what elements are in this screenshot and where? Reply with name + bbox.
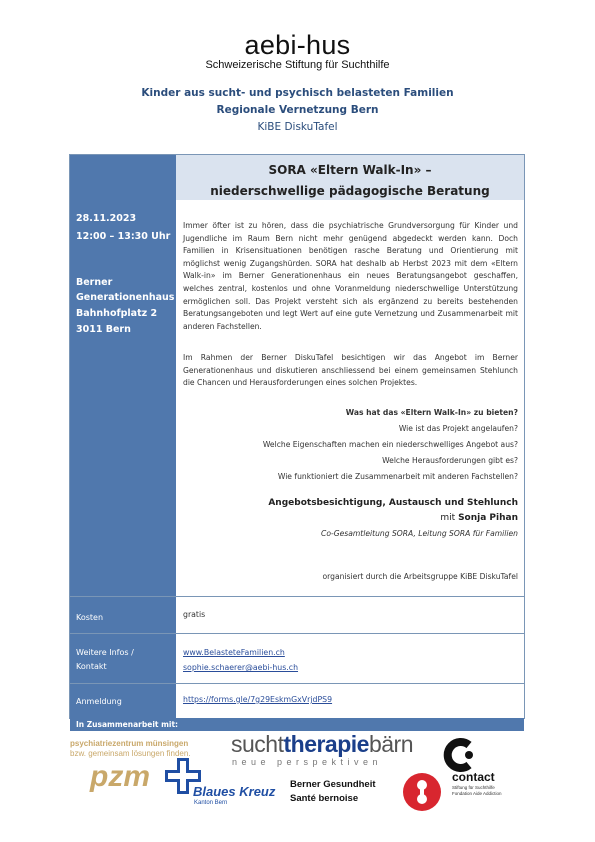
speaker-line xyxy=(440,513,518,523)
venue-line: Berner xyxy=(76,277,113,288)
aebi-hus-tagline: Schweizerische Stiftung für Suchthilfe xyxy=(205,59,390,71)
website-link[interactable]: www.BelasteteFamilien.ch xyxy=(183,648,285,657)
pzm-tagline: psychiatriezentrum münsingen xyxy=(70,739,189,748)
question-item: Welche Eigenschaften machen ein niederschwelliges Angebot aus? xyxy=(262,440,518,449)
berner-gesundheit-icon xyxy=(402,772,442,812)
description-paragraph: Immer öfter ist zu hören, dass die psychiatrische Grundversorgung für Kinder und Jugendliche im Raum Bern nicht mehr genügend abgedeckt werden kann. Doch Familien in Krisensituationen benötigen rasche Beratung und Orientierung mit möglichst wenig Zugangshürden. SORA hat deshalb ab Herbst 2023 mit dem «Eltern Walk-in» im Berner Generationenhaus ein neues Beratungsangebot geschaffen, welches zentral, kostenlos und ohne Voranmeldung niederschwellige Unterstützung ermöglichen soll. Das Projekt versteht sich als ergänzend zu bereits bestehenden Beratungsangeboten und legt Wert auf eine gute Vernetzung und Zusammenarbeit mit anderen Fachstellen. xyxy=(183,221,518,331)
info-label: Weitere Infos / xyxy=(76,648,134,657)
blaues-kreuz-sub: Kanton Bern xyxy=(194,800,228,806)
question-item: Wie ist das Projekt angelaufen? xyxy=(398,424,518,433)
questions-heading: Was hat das «Eltern Walk-In» zu bieten? xyxy=(345,408,518,417)
with-prefix: mit xyxy=(440,513,459,523)
event-subtitle: niederschwellige pädagogische Beratung xyxy=(210,184,490,198)
therapie-word: therapie xyxy=(283,731,369,757)
header-event-series: KiBE DiskuTafel xyxy=(257,121,338,133)
venue-line: Generationenhaus xyxy=(76,292,175,303)
event-date: 28.11.2023 xyxy=(76,213,137,224)
organizer-note: organisiert durch die Arbeitsgruppe KiBE DiskuTafel xyxy=(322,572,518,581)
berner-gesundheit-logo: Berner Gesundheit xyxy=(290,779,376,790)
blaues-kreuz-logo: Blaues Kreuz xyxy=(193,784,276,799)
sante-bernoise-logo: Santé bernoise xyxy=(290,793,359,804)
signup-link[interactable]: https://forms.gle/7g29EskmGxVrjdPS9 xyxy=(183,695,333,704)
program-heading: Angebotsbesichtigung, Austausch und Stehlunch xyxy=(268,498,518,508)
suchttherapiebaern-logo xyxy=(231,731,413,758)
sucht-word: sucht xyxy=(231,731,284,757)
speaker-name: Sonja Pihan xyxy=(458,513,518,523)
header-subtitle: Regionale Vernetzung Bern xyxy=(216,104,379,116)
event-time: 12:00 – 13:30 Uhr xyxy=(76,231,171,242)
suchttherapiebaern-tagline: neue perspektiven xyxy=(232,757,383,767)
header-title: Kinder aus sucht- und psychisch belasteten Familien xyxy=(141,87,454,99)
question-item: Wie funktioniert die Zusammenarbeit mit anderen Fachstellen? xyxy=(277,472,518,481)
info-label: Kontakt xyxy=(76,662,107,671)
pzm-logo: pzm xyxy=(90,760,150,793)
collab-label: In Zusammenarbeit mit: xyxy=(76,720,179,729)
venue-address: Bahnhofplatz 2 xyxy=(76,308,158,319)
cost-label: Kosten xyxy=(76,613,104,622)
baern-word: bärn xyxy=(368,731,414,757)
aebi-hus-logo: aebi-hus xyxy=(244,30,351,60)
event-title: SORA «Eltern Walk-In» – xyxy=(268,163,432,177)
venue-city: 3011 Bern xyxy=(76,324,131,335)
speaker-role: Co-Gesamtleitung SORA, Leitung SORA für Familien xyxy=(321,529,518,538)
contact-logo: contact xyxy=(452,770,495,784)
question-item: Welche Herausforderungen gibt es? xyxy=(382,456,518,465)
signup-label: Anmeldung xyxy=(76,697,122,706)
contact-sub: Stiftung für Suchthilfe xyxy=(452,785,495,790)
email-link[interactable]: sophie.schaerer@aebi-hus.ch xyxy=(183,663,299,672)
program-paragraph: Im Rahmen der Berner DiskuTafel besichtigen wir das Angebot im Berner Generationenhaus und diskutieren anschliessend bei einem gemeinsamen Stehlunch die Chancen und Herausforderungen eines solchen Projektes. xyxy=(183,353,518,388)
pzm-tagline: bzw. gemeinsam lösungen finden. xyxy=(70,749,191,758)
contact-sub: Fondation Aide Addiction xyxy=(452,791,502,796)
cost-value: gratis xyxy=(183,610,206,619)
contact-logo-icon xyxy=(443,737,475,773)
